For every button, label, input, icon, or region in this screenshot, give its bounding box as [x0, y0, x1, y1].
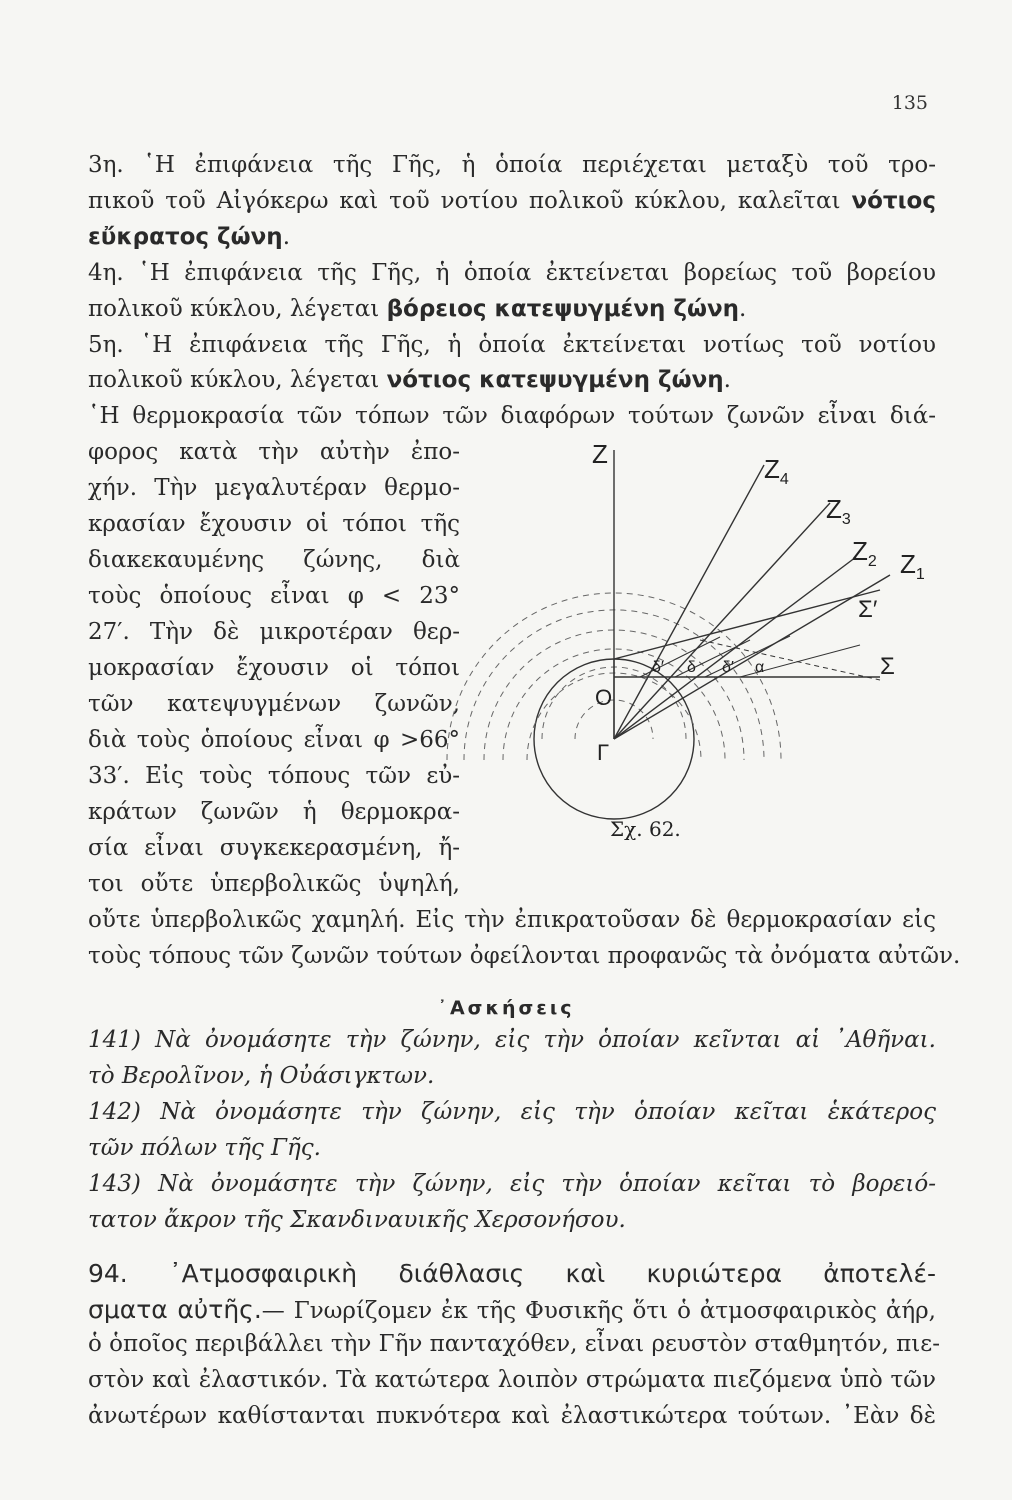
temp-line7: 27′. Τὴν δὲ μικροτέραν θερ- — [88, 619, 460, 645]
section94-line5: ἀνωτέρων καθίστανται πυκνότερα καὶ ἐλαστικώτερα τούτων. ᾿Εὰν δὲ — [88, 1403, 936, 1429]
atmosphere-arc-6 — [464, 610, 764, 760]
label-gamma: Γ — [597, 740, 610, 765]
section-title-cont: σματα αὐτῆς. — [88, 1295, 262, 1324]
atmosphere-arc-2 — [542, 667, 686, 739]
earth-circle — [534, 659, 694, 819]
figure-caption: Σχ. 62. — [610, 817, 681, 841]
label-delta: δ — [687, 659, 696, 676]
label-z1: $Z_1$ — [900, 549, 925, 583]
temp-line9: τῶν κατεψυγμένων ζωνῶν, — [88, 691, 460, 717]
label-sigma-prime: Σ′ — [858, 596, 878, 623]
exercise-143-line1: 143) Νὰ ὀνομάσητε τὴν ζώνην, εἰς τὴν ὁποίαν κεῖται τὸ βορειό- — [88, 1171, 936, 1197]
temp-line3: χήν. Τὴν μεγαλυτέραν θερμο- — [88, 475, 460, 501]
temp-line1: ῾Η θερμοκρασία τῶν τόπων τῶν διαφόρων τούτων ζωνῶν εἶναι διά- — [88, 403, 936, 429]
para3-line3: εὔκρατος ζώνη. — [88, 224, 290, 250]
bold-term: βόρειος κατεψυγμένη ζώνη — [386, 296, 739, 322]
page-number: 135 — [891, 92, 928, 114]
label-z2: $Z_2$ — [852, 536, 877, 570]
temp-line13: σία εἶναι συγκεκερασμένη, ἤ- — [88, 835, 460, 861]
para5-line2: πολικοῦ κύκλου, λέγεται νότιος κατεψυγμένη ζώνη. — [88, 367, 731, 393]
ray-z4 — [614, 465, 764, 739]
para4-line2: πολικοῦ κύκλου, λέγεται βόρειος κατεψυγμένη ζώνη. — [88, 296, 747, 322]
exercise-143-line2: τατον ἄκρον τῆς Σκανδιναυικῆς Χερσονήσου. — [88, 1207, 626, 1233]
temp-line6: τοὺς ὁποίους εἶναι φ < 23° — [88, 583, 460, 609]
refracted-ray — [675, 640, 750, 677]
refracted-ray — [740, 645, 860, 677]
bold-term: νότιος κατεψυγμένη ζώνη — [386, 367, 724, 393]
section94-line2: σματα αὐτῆς.— Γνωρίζομεν ἐκ τῆς Φυσικῆς ὅτι ὁ ἀτμοσφαιρικὸς ἀήρ, — [88, 1295, 936, 1324]
label-delta-prime-1: δ′ — [652, 659, 664, 676]
ray-z1 — [614, 575, 890, 739]
atmosphere-arc-7 — [447, 593, 781, 760]
para5-line1: 5η. ῾Η ἐπιφάνεια τῆς Γῆς, ἡ ὁποία ἐκτείνεται νοτίως τοῦ νοτίου — [88, 332, 936, 358]
section94-title-line1 — [88, 1261, 936, 1287]
label-o: O — [595, 685, 613, 710]
temp-line2: φορος κατὰ τὴν αὐτὴν ἐπο- — [88, 439, 460, 465]
atmosphere-arc-4 — [503, 649, 725, 760]
atmosphere-arc-1 — [575, 700, 653, 739]
exercise-142-line2: τῶν πόλων τῆς Γῆς. — [88, 1135, 321, 1161]
section94-line3: ὁ ὁποῖος περιβάλλει τὴν Γῆν πανταχόθεν, εἶναι ρευστὸν σταθμητόν, πιε- — [88, 1331, 940, 1357]
ray-z3 — [614, 503, 830, 739]
temp-line8: μοκρασίαν ἔχουσιν οἱ τόποι — [88, 655, 460, 681]
refracted-ray — [705, 636, 790, 677]
section94-line4: στὸν καὶ ἐλαστικόν. Τὰ κατώτερα λοιπὸν στρώματα πιεζόμενα ὑπὸ τῶν — [88, 1367, 936, 1393]
temp-line10: διὰ τοὺς ὁποίους εἶναι φ >66° — [88, 727, 460, 753]
atmosphere-arc-5 — [484, 630, 744, 760]
label-sigma: Σ — [880, 653, 895, 680]
refracted-ray — [640, 637, 720, 677]
temp-line12: κράτων ζωνῶν ἡ θερμοκρα- — [88, 799, 460, 825]
dashed-ray — [700, 640, 880, 680]
temp-line4: κρασίαν ἔχουσιν οἱ τόποι τῆς — [88, 511, 460, 537]
para3-line2: πικοῦ τοῦ Αἰγόκερω καὶ τοῦ νοτίου πολικοῦ κύκλου, καλεῖται νότιος — [88, 188, 936, 214]
label-z4: $Z_4$ — [764, 454, 789, 488]
exercises-heading: ᾿Ασκήσεις — [437, 997, 575, 1019]
atmosphere-arc-3 — [527, 673, 701, 760]
temp-line16: τοὺς τόπους τῶν ζωνῶν τούτων ὀφείλονται προφανῶς τὰ ὀνόματα αὐτῶν. — [88, 943, 961, 969]
bold-term: νότιος — [851, 188, 936, 214]
label-delta-prime-2: δ′ — [722, 659, 734, 676]
temp-line15: οὔτε ὑπερβολικῶς χαμηλή. Εἰς τὴν ἐπικρατοῦσαν δὲ θερμοκρασίαν εἰς — [88, 907, 936, 933]
temp-line11: 33′. Εἰς τοὺς τόπους τῶν εὐ- — [88, 763, 460, 789]
label-z: Z — [592, 439, 608, 469]
ray-z2 — [614, 557, 856, 739]
label-alpha: α — [755, 659, 765, 676]
temp-line14: τοι οὔτε ὑπερβολικῶς ὑψηλή, — [88, 871, 460, 897]
exercise-142-line1: 142) Νὰ ὀνομάσητε τὴν ζώνην, εἰς τὴν ὁποίαν κεῖται ἑκάτερος — [88, 1099, 936, 1125]
exercise-141-line2: τὸ Βερολῖνον, ἡ Οὐάσιγκτων. — [88, 1063, 435, 1089]
para4-line1: 4η. ῾Η ἐπιφάνεια τῆς Γῆς, ἡ ὁποία ἐκτείνεται βορείως τοῦ βορείου — [88, 260, 936, 286]
exercise-141-line1: 141) Νὰ ὀνομάσητε τὴν ζώνην, εἰς τὴν ὁποίαν κεῖνται αἱ ᾿Αθῆναι. — [88, 1027, 936, 1053]
label-z3: $Z_3$ — [826, 494, 851, 528]
bold-term: εὔκρατος ζώνη — [88, 224, 283, 250]
para3-line1: 3η. ῾Η ἐπιφάνεια τῆς Γῆς, ἡ ὁποία περιέχεται μεταξὺ τοῦ τρο- — [88, 152, 936, 178]
section-title: 94. ᾿Ατμοσφαιρικὴ διάθλασις καὶ κυριώτερα ἀποτελέ- — [88, 1259, 936, 1288]
refracted-ray — [614, 590, 880, 659]
temp-line5: διακεκαυμένης ζώνης, διὰ — [88, 547, 460, 573]
